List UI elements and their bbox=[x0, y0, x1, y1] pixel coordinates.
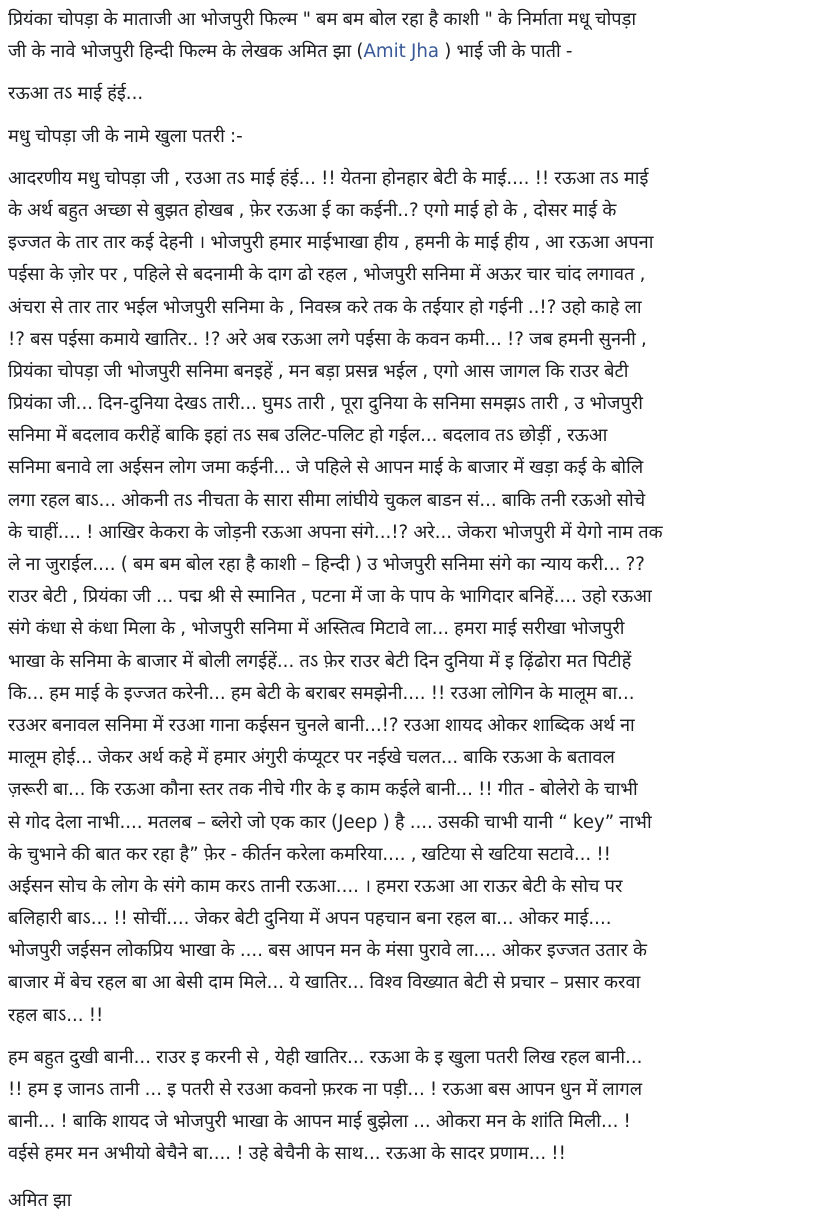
closing-text-line: वईसे हमर मन अभीयो बेचैने बा.... ! उहे बेचैनी के साथ... रऊआ के सादर प्रणाम... !! bbox=[8, 1143, 566, 1165]
body-text-line: रहल बाऽ... !! bbox=[8, 1004, 104, 1026]
body-text-line: अंचरा से तार तार भईल भोजपुरी सनिमा के , निवस्त्र करे तक के तईयार हो गईनी ..!? उहो काहे ला bbox=[8, 296, 642, 318]
intro-text-after-mention: ) भाई जी के पाती - bbox=[444, 41, 573, 63]
letter-closing bbox=[8, 1042, 807, 1171]
closing-text-line: हम बहुत दुखी बानी... राउर इ करनी से , येही खातिर... रऊआ के इ खुला पतरी लिख रहल बानी... bbox=[8, 1046, 643, 1068]
signature: अमित झा bbox=[8, 1189, 72, 1211]
body-text-line: पईसा के ज़ोर पर , पहिले से बदनामी के दाग ढो रहल , भोजपुरी सनिमा में अऊर चार चांद लगावत , bbox=[8, 264, 646, 286]
closing-text-line: !! हम इ जानऽ तानी ... इ पतरी से रउआ कवनो फ़रक ना पड़ी... ! रऊआ बस आपन धुन में लागल bbox=[8, 1079, 643, 1100]
letter-heading: मधु चोपड़ा जी के नामे खुला पतरी :- bbox=[8, 125, 243, 147]
body-text-line: इज्जत के तार तार कई देहनी । भोजपुरी हमार माईभाखा हीय , हमनी के माई हीय , आ रऊआ अपना bbox=[8, 232, 654, 254]
body-text-line: संगे कंधा से कंधा मिला के , भोजपुरी सनिमा में अस्तित्व मिटावे ला... हमरा माई सरीखा भोजपुरी bbox=[8, 618, 625, 640]
body-text-line: राउर बेटी , प्रियंका जी ... पद्म श्री से स्मानित , पटना में जा के पाप के भागिदार बनिहें.... उहो रऊआ bbox=[8, 586, 652, 608]
letter-body bbox=[8, 163, 807, 1032]
body-text-line: के चाहीं.... ! आखिर केकरा के जोड़नी रऊआ अपना संगे...!? अरे... जेकरा भोजपुरी में येगो नाम तक bbox=[8, 521, 663, 543]
intro-line-2 bbox=[8, 36, 807, 68]
body-text-line: मालूम होई... जेकर अर्थ कहे में हमार अंगुरी कंप्यूटर पर नईखे चलत... बाकि रऊआ के बतावल bbox=[8, 747, 615, 769]
body-text-line: भोजपुरी जईसन लोकप्रिय भाखा के .... बस आपन मन के मंसा पुरावे ला.... ओकर इज्जत उतार के bbox=[8, 940, 647, 962]
body-text-line: !? बस पईसा कमाये खातिर.. !? अरे अब रऊआ लगे पईसा के कवन कमी... !? जब हमनी सुननी , bbox=[8, 328, 647, 350]
body-text-line: अईसन सोच के लोग के संगे काम करऽ तानी रऊआ.... । हमरा रऊआ आ राऊर बेटी के सोच पर bbox=[8, 875, 623, 897]
body-text-line: सनिमा में बदलाव करीहें बाकि इहां तऽ सब उलिट-पलिट हो गईल... बदलाव तऽ छोड़ीं , रऊआ bbox=[8, 425, 608, 447]
body-text-line: सनिमा बनावे ला अईसन लोग जमा कईनी... जे पहिले से आपन माई के बाजार में खड़ा कई के बोलि bbox=[8, 457, 644, 479]
body-text-line: के अर्थ बहुत अच्छा से बुझत होखब , फ़ेर रऊआ ई का कईनी..? एगो माई हो के , दोसर माई के bbox=[8, 199, 617, 221]
body-text-line: ज़रूरी बा... कि रऊआ कौना स्तर तक नीचे गीर के इ काम कईले बानी... !! गीत - बोलेरो के चाभी bbox=[8, 779, 638, 801]
body-text-line: ले ना जुराईल.... ( बम बम बोल रहा है काशी – हिन्दी ) उ भोजपुरी सनिमा संगे का न्याय करी... ?? bbox=[8, 554, 645, 575]
body-text-line: रउअर बनावल सनिमा में रउआ गाना कईसन चुनले बानी...!? रउआ शायद ओकर शाब्दिक अर्थ ना bbox=[8, 714, 635, 736]
body-text-line: प्रियंका चोपड़ा जी भोजपुरी सनिमा बनइहें , मन बड़ा प्रसन्न भईल , एगो आस जागल कि राउर बेटी bbox=[8, 360, 629, 382]
intro-text-before-mention: जी के नावे भोजपुरी हिन्दी फिल्म के लेखक अमित झा ( bbox=[8, 41, 364, 63]
intro-line-1: प्रियंका चोपड़ा के माताजी आ भोजपुरी फिल्म " बम बम बोल रहा है काशी " के निर्माता मधू चोपड़ा bbox=[8, 9, 637, 30]
body-text-line: के चुभाने की बात कर रहा है” फ़ेर - कीर्तन करेला कमरिया.... , खटिया से खटिया सटावे... !! bbox=[8, 843, 611, 865]
body-text-line: प्रियंका जी... दिन-दुनिया देखऽ तारी... घुमऽ तारी , पूरा दुनिया के सनिमा समझऽ तारी , उ भोजपुरी bbox=[8, 393, 643, 415]
body-text-line: लगा रहल बाऽ... ओकनी तऽ नीचता के सारा सीमा लांघीये चुकल बाडन सं... बाकि तनी रऊओ सोचे bbox=[8, 489, 646, 511]
body-text-line: से गोद देला नाभी.... मतलब – ब्लेरो जो एक कार (Jeep ) है .... उसकी चाभी यानी “ key” नाभी bbox=[8, 811, 652, 833]
body-text-line: बलिहारी बाऽ... !! सोचीं.... जेकर बेटी दुनिया में अपन पहचान बना रहल बा... ओकर माई.... bbox=[8, 908, 612, 930]
closing-text-line: बानी... ! बाकि शायद जे भोजपुरी भाखा के आपन माई बुझेला ... ओकरा मन के शांति मिली... ! bbox=[8, 1111, 631, 1133]
greeting-line: रऊआ तऽ माई हंई... bbox=[8, 83, 144, 105]
body-text-line: आदरणीय मधु चोपड़ा जी , रउआ तऽ माई हंई... !! येतना होनहार बेटी के माई.... !! रऊआ तऽ माई bbox=[8, 167, 649, 189]
body-text-line: भाखा के सनिमा के बाजार में बोली लगईहें... तऽ फ़ेर राउर बेटी दिन दुनिया में इ ढ़िंढोरा मत पिटीहें bbox=[8, 650, 632, 672]
body-text-line: बाजार में बेच रहल बा आ बेसी दाम मिले... ये खातिर... विश्व विख्यात बेटी से प्रचार – प्रसार करवा bbox=[8, 972, 641, 994]
body-text-line: कि... हम माई के इज्जत करेनी... हम बेटी के बराबर समझेनी.... !! रउआ लोगिन के मालूम बा... bbox=[8, 682, 635, 704]
mention-link-amit-jha[interactable]: Amit Jha bbox=[363, 41, 439, 63]
